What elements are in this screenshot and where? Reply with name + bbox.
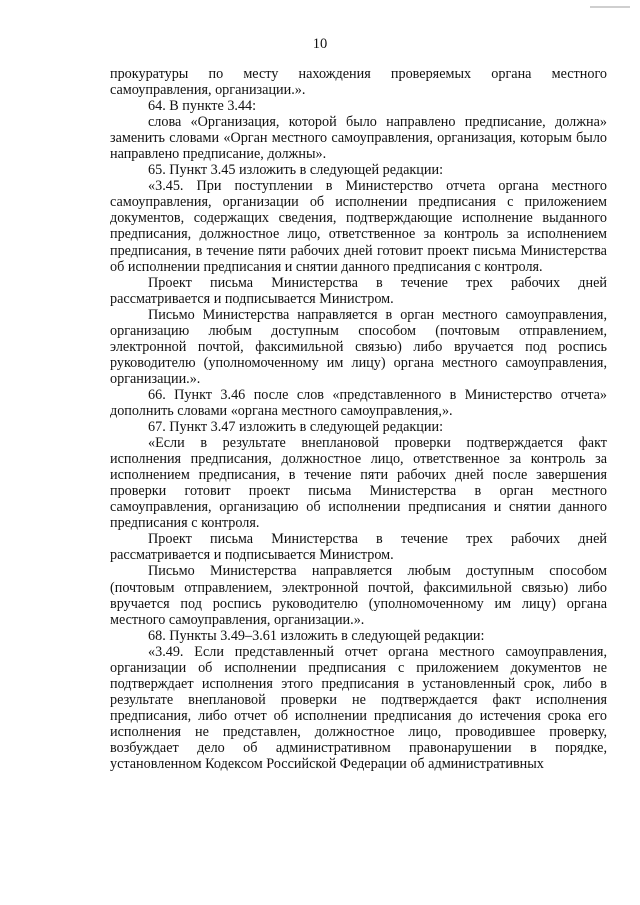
paragraph: прокуратуры по месту нахождения проверяемых органа местного самоуправления, организации.». bbox=[110, 66, 607, 99]
paragraph: 64. В пункте 3.44: bbox=[148, 98, 257, 115]
paragraph: 65. Пункт 3.45 изложить в следующей редакции: bbox=[148, 162, 444, 179]
paragraph: Письмо Министерства направляется в орган местного самоуправления, организацию любым доступным способом (почтовым отправлением, электронной почтой, факсимильной связью) либо вручается под роспись руководителю (уполномоченному им лицу) органа местного самоуправления, организации.». bbox=[110, 306, 607, 387]
paragraph: «3.49. Если представленный отчет органа местного самоуправления, организации об исполнении предписания с приложением документов не подтверждает исполнения этого предписания в установленный срок, либо в результате внеплановой проверки не подтверждается факт исполнения предписания, либо отчет об исполнении предписания до истечения срока его исполнения не представлен, должностное лицо, проводившее проверку, возбуждает дело об административном правонарушении в порядке, установленном Кодексом Российской Федерации об административных bbox=[110, 643, 607, 773]
page-number: 10 bbox=[312, 36, 328, 52]
paragraph: Проект письма Министерства в течение трех рабочих дней рассматривается и подписывается Министром. bbox=[110, 274, 607, 307]
paragraph: 67. Пункт 3.47 изложить в следующей редакции: bbox=[148, 419, 444, 436]
paragraph: Проект письма Министерства в течение трех рабочих дней рассматривается и подписывается Министром. bbox=[110, 531, 607, 564]
paragraph: 66. Пункт 3.46 после слов «представленного в Министерство отчета» дополнить словами «органа местного самоуправления,». bbox=[110, 386, 607, 419]
document-body bbox=[110, 66, 607, 772]
paragraph: Письмо Министерства направляется любым доступным способом (почтовым отправлением, электронной почтой, факсимильной связью) либо вручается под роспись руководителю (уполномоченному им лицу) органа местного самоуправления, организации.». bbox=[110, 563, 607, 628]
paragraph: 68. Пункты 3.49–3.61 изложить в следующей редакции: bbox=[148, 627, 485, 644]
paragraph: «3.45. При поступлении в Министерство отчета органа местного самоуправления, организации об исполнении предписания с приложением документов, содержащих сведения, подтверждающие исполнение выданного предписания, должностное лицо, ответственное за контроль за исполнением предписания, в течение пяти рабочих дней готовит проект письма Министерства об исполнении предписания и снятии данного предписания с контроля. bbox=[110, 178, 607, 275]
paragraph: слова «Организация, которой было направлено предписание, должна» заменить словами «Орган местного самоуправления, организация, которым было направлено предписание, должны». bbox=[110, 114, 607, 163]
scan-edge-mark bbox=[590, 6, 630, 8]
paragraph: «Если в результате внеплановой проверки подтверждается факт исполнения предписания, должностное лицо, ответственное за контроль за исполнением предписания, в течение пяти рабочих дней после завершения проверки готовит проект письма Министерства в орган местного самоуправления, организацию об исполнении предписания и снятии данного предписания с контроля. bbox=[110, 435, 607, 532]
